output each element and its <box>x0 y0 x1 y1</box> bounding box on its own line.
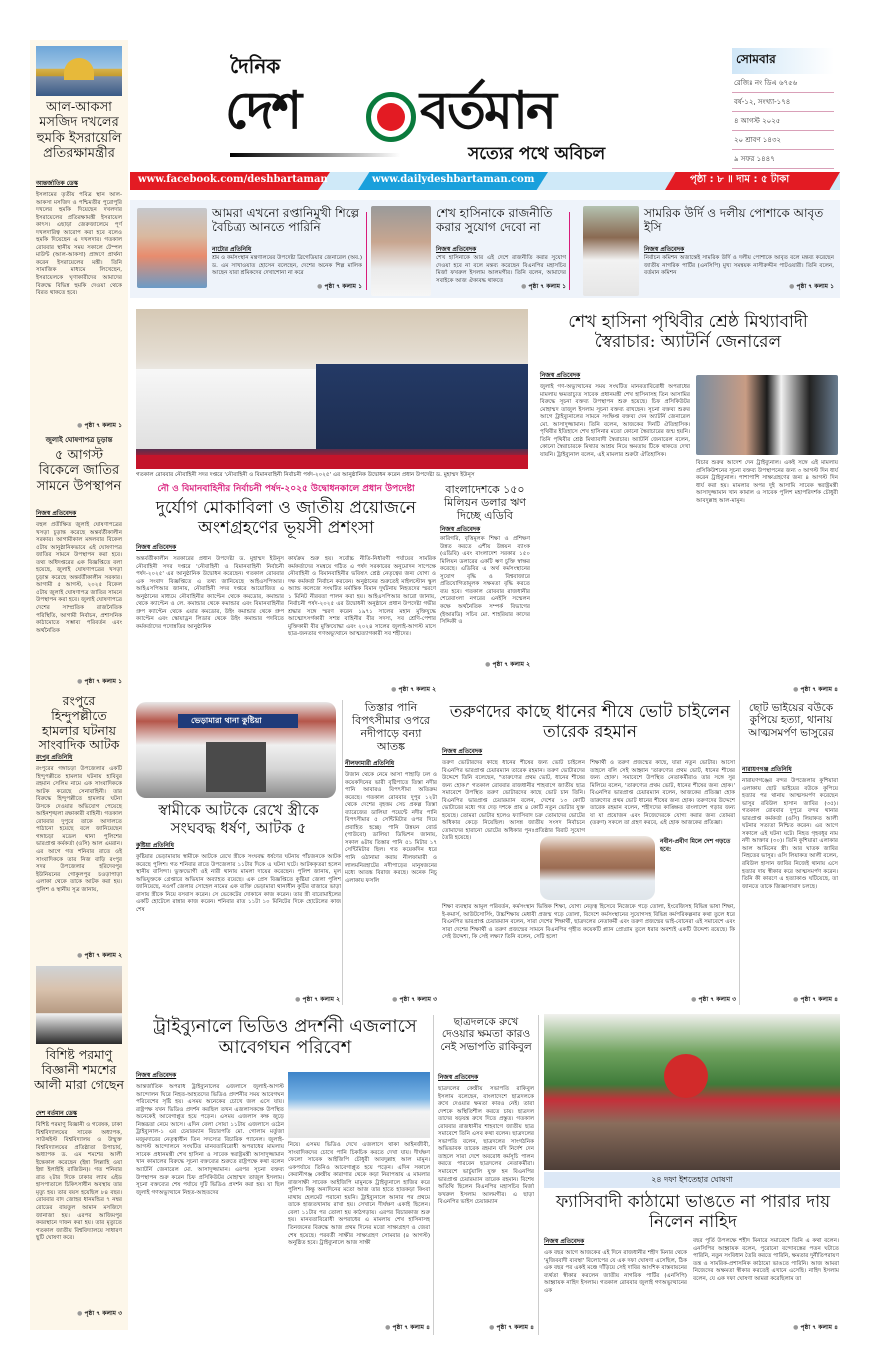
masthead-title-right: বর্তমান <box>420 80 555 141</box>
tarique-headline: তরুণদের কাছে ধানের শীষে ভোট চাইলেন তারেক রহমান <box>449 702 731 743</box>
sidebar-byline-3: রংপুর প্রতিনিধি <box>36 754 73 761</box>
hasina-body-2: বিচার শুরুর আদেশ দেন ট্রাইব্যুনাল। একই সঙ্গে এই মামলায় প্রসিকিউশনের সূচনা বক্তব্য উপস্থাপনের জন্য ৩ আগস্ট দিন ধার্য করেন ট্রাইব্যুনাল। পাশাপাশি সাক্ষ্যগ্রহণের জন্য ৪ আগস্ট দিন ধার্য করা হয়। মামলার অপর দুই আসামি সাবেক স্বরাষ্ট্রমন্ত্রী আসাদুজ্জামান খান কামাল ও সাবেক পুলিশ মহাপরিদর্শক চৌধুরী আবদুল্লাহ আল-মামুন। <box>696 460 838 504</box>
top-byline-1: নাটোর প্রতিনিধি <box>212 246 252 253</box>
website-link[interactable]: www.dailydeshbartaman.com <box>372 174 535 185</box>
teesta-body: উজান থেকে নেমে আসা পাহাড়ি ঢল ও কয়েকদিনের ভারী বৃষ্টিপাতে তিস্তা নদীর পানি আবারও বিপৎসীমা অতিক্রম করেছে। গতকাল রোববার দুপুর ১২টা থেকে দেশের বৃহত্তম সেচ প্রকল্প তিস্তা ব্যারেজের ডালিয়া পয়েন্টে নদীর পানি বিপৎসীমার ৫ সেন্টিমিটার ওপর দিয়ে প্রবাহিত হচ্ছে। পানি উন্নয়ন বোর্ড (পাউবো) ডালিয়া ডিভিশন জানায়, সকাল ৬টায় তিস্তার পানি ৫১ মিটার ১৭ সেন্টিমিটার ছিল। গত কয়েকদিন ধরে পানি ওঠানামা করায় নীলফামারী ও লালমনিরহাটের নদীপাড়ের মানুষজনের মধ্যে আতঙ্ক বিরাজ করছে। অনেক নিচু এলাকায় ফসলি <box>345 772 437 884</box>
top-cont-3[interactable]: ● পৃষ্ঠা ৭ কলাম ১ <box>760 283 834 290</box>
narayanganj-headline: ছোট ভাইয়ের বউকে কুপিয়ে হত্যা, থানায় আত্মসমর্পণ ভাসুরের <box>748 702 834 739</box>
lead-photo-caption: গতকাল রোববার নৌবাহিনী সদর দপ্তরে 'নৌবাহিনী ও বিমানবাহিনী নির্বাচনী পর্ষদ-২০২৫' এর আনুষ্ঠানিক উদ্বোধন করেন প্রধান উপদেষ্টা ড. মুহাম্মদ ইউনূস <box>136 472 475 478</box>
chhatradal-cont[interactable]: ● পৃষ্ঠা ৭ কলাম ৪ <box>455 1324 534 1331</box>
top-body-2: শেখ হাসিনাকে আর এই দেশে রাজনীতি করার সুযোগ দেওয়া হবে না বলে মন্তব্য করেছেন বিএনপির মহাসচিব মির্জা ফখরুল ইসলাম আলমগীর। তিনি বলেন, আমাদের সবাইকে আজ ঐক্যবদ্ধ থাকতে <box>436 255 566 284</box>
shamsher-ali-photo <box>36 966 122 1044</box>
adb-byline: নিজস্ব প্রতিবেদক <box>440 525 481 533</box>
registration-number: রেজিঃ নং ডিএ ৬৭৫৬ <box>732 74 834 93</box>
tarique-rahman-photo <box>540 836 655 900</box>
tarique-cont[interactable]: ● পৃষ্ঠা ৭ কলাম ৩ <box>650 996 736 1003</box>
chhatradal-byline: নিজস্ব প্রতিবেদক <box>438 1074 479 1081</box>
sidebar-body-1: ইসলামের তৃতীয় পবিত্র স্থান আল-আকসা মসজিদ ও পশ্চিমতীর পুরোপুরি দখলের হুমকি দিয়েছেন দখলদার ইসরায়েলের প্রতিরক্ষামন্ত্রী ইসরায়েল কাৎস। এছাড়া জেরুজালেমে পূর্ণ দখলদারিত্ব আরোপ করা হবে বলেও হুমকি দিয়েছেন এ দখলদার। গতকাল রোববার স্থানীয় সময় সকালে টেম্পল মাউন্ট (আল-আকসা) প্রাঙ্গণে প্রার্থনা করেন ইসরায়েলের মন্ত্রী। তিনি সামাজিক মাধ্যমে লিখেছেন, ইসরায়েলকে ঘৃণাকারীদের আমাদের বিরুদ্ধে বিভিন্ন হুমকি দেওয়া থেকে বিরত থাকতে হবে। <box>36 192 122 297</box>
teesta-headline: তিস্তার পানি বিপৎসীমার ওপরে নদীপাড়ে বন্যা আতঙ্ক <box>352 701 430 753</box>
adb-body: কারিগরি, বৃত্তিমূলক শিক্ষা ও প্রশিক্ষণ উন্নত করতে এশীয় উন্নয়ন ব্যাংক (এডিবি) এবং বাংলাদেশ সরকার ১৫০ মিলিয়ন ডলারের একটি ঋণ চুক্তি স্বাক্ষর করেছে। এডিবির এ অর্থ কর্মসংস্থানের সুযোগ বৃদ্ধি ও বিশ্ববাজারে প্রতিযোগিতামূলক সক্ষমতা বৃদ্ধি করতে ব্যয় হবে। গতকাল রোববার রাজধানীর শেরেবাংলা নগরের এনইসি সম্মেলন কক্ষে অর্থনৈতিক সম্পর্ক বিভাগের (ইআরডি) সচিব মো. শাহরিয়ার কাদের সিদ্দিকী ও <box>440 536 530 626</box>
narayanganj-byline: নারায়ণগঞ্জ প্রতিনিধি <box>742 766 792 773</box>
nahid-body-col1: এক বছর আগে আজকের এই দিনে রাজধানীর শহীদ মিনার থেকে 'মুজিববাদী ব্যবস্থা' বিলোপের যে এক দফা ঘোষণা এসেছিল, ঠিক এক বছর পর একই মঞ্চে দাঁড়িয়ে সেই দাবির আংশিক বাস্তবায়নের ব্যর্থতা স্বীকার করলেন জাতীয় নাগরিক পার্টির (এনসিপি) আহ্বায়ক নাহিদ ইসলাম। গতকাল রোববার জুলাই গণঅভ্যুত্থানের এক <box>544 1250 687 1294</box>
tribunal-body-col2: নিয়ে। এসময় ভিডিও দেখে এজলাসে থাকা আইনজীবী, সাংবাদিকদের চোখে পানি চিকচিক করতে দেখা যায়। দীর্ঘক্ষণ ফেলো সাবেক আইজিপি চৌধুরী আবদুল্লাহ আল মামুন। একপর্যায়ে তিনিও আবেগাপ্লুত হয়ে পড়েন। এদিন সকালে কেরানীগঞ্জ কেন্দ্রীয় কারাগার থেকে কড়া নিরাপত্তায় এ মামলার রাজসাক্ষী সাবেক আইজিপি মামুনকে ট্রাইব্যুনালে হাজির করে পুলিশ। কিন্তু অন্যদিনের মতো আজ তার হাতে হাতকড়া কিংবা মাথায় হেলমেট পরানো হয়নি। ট্রাইব্যুনালে আনার পর প্রথমে তাকে হাজতখানায় রাখা হয়। সেখানে দীর্ঘক্ষণ একাই ছিলেন। বেলা ১১টার পর তোলা হয় কাঠগড়ায়। এরপর বিচারকাজ শুরু হয়। মানবতাবিরোধী অপরাধের এ মামলায় শেখ হাসিনাসহ তিনজনের বিরুদ্ধে আজ প্রথম দিনের মতো সাক্ষ্যগ্রহণ ও জেরা শেষ হয়েছে। পরবর্তী সাক্ষীর সাক্ষ্যগ্রহণ সোমবার (৪ আগস্ট) অনুষ্ঠিত হবে। ট্রাইব্যুনালে আজ সাক্ষী <box>288 1142 430 1247</box>
kushtia-body: কুষ্টিয়ার ভেড়ামারায় স্বামীকে আটকে রেখে স্ত্রীকে সংঘবদ্ধ ধর্ষণের ঘটনায় পাঁচজনকে আটক করেছে পুলিশ। গত শনিবার রাতে উপজেলার ১১টার দিকে এ ঘটনা ঘটে। আটককৃতরা হলেন স্থানীয় বাসিন্দা। ভুক্তভোগী ওই নারী থানায় মামলা দায়ের করেছেন। পুলিশ জানায়, মূল অভিযুক্তকে গ্রেপ্তারে অভিযান অব্যাহত রয়েছে। এক প্রেস বিজ্ঞপ্তিতে কুষ্টিয়া জেলা পুলিশ জানিয়েছে, নওগাঁ জেলার সোহেল নামের এক ব্যক্তি ভেড়ামারা থানাধীন কুটির বাজারে ভাড়া বাসায় স্ত্রীকে নিয়ে বসবাস করেন। সে ভেকেটের দোকানে কাজ করেন। তার স্ত্রী বারোমাইলের একটি হোটেলে রান্নার কাজ করেন। শনিবার রাত ১১টা ১০ মিনিটের দিকে হোটেলের কাজ শেষ <box>136 854 341 913</box>
attorney-general-photo <box>696 375 838 455</box>
sidebar-kicker-2: জুলাই ঘোষণাপত্র চূড়ান্ত <box>45 436 113 444</box>
lead-group-photo <box>136 309 528 469</box>
narayanganj-body: নারায়ণগঞ্জের বন্দর উপজেলার কুশিয়ারা এলাকায় ছোট ভাইয়ের বউকে কুপিয়ে হত্যার পর থানায় আত্মসমর্পণ করেছেন ভাসুর রবিউল হাসান জাবির (৩৫)। গতকাল রোববার দুপুরে বন্দর থানার ভারপ্রাপ্ত কর্মকর্তা (ওসি) লিয়াকত আলী ঘটনার সত্যতা নিশ্চিত করেন। এর আগে সকালে এই ঘটনা ঘটে। নিহত গৃহবধূর নাম নদী আক্তার (৩০)। তিনি কুশিয়ারা এলাকার আল আমিনের স্ত্রী। আর ঘাতক জাবির নিহতের ভাসুর। ওসি লিয়াকত আলী বলেন, রবিউল হাসান জাবির নিজেই থানায় এসে হত্যার দায় স্বীকার করে আত্মসমর্পণ করেন। তিনি কী কারণে এ হত্যাকাণ্ড ঘটিয়েছে, তা জানতে তাকে জিজ্ঞাসাবাদ চলছে। <box>742 778 839 890</box>
sidebar-body-3: রংপুরের গঙ্গাচড়া উপজেলার একটি হিন্দুপল্লীতে হামলার ঘটনায় হাবিবুর রহমান সেলিম নামে এক সাংবাদিককে আটক করেছে সেনাবাহিনী। তার বিরুদ্ধে হিন্দুপল্লীতে হামলার ঘটনা উসকে দেওয়ার অভিযোগ পেয়েছে আইনশৃঙ্খলা রক্ষাকারী বাহিনী। গতকাল রোববার দুপুরে তাকে আদালতে পাঠানো হয়েছে বলে জানিয়েছেন গঙ্গাচড়া মডেল থানা পুলিশের ভারপ্রাপ্ত কর্মকর্তা (ওসি) আল এমরান। এর আগে গত শনিবার রাতে ওই সাংবাদিককে তার নিজ বাড়ি রংপুর সদর উপজেলার হরিদেবপুর ইউনিয়নের গোকুলপুর চওড়াপাড়া এলাকা থেকে তাকে আটক করা হয়। পুলিশ ও স্থানীয় সূত্র জানায়, <box>36 766 122 893</box>
sidebar-byline-2: নিজস্ব প্রতিবেদক <box>36 510 77 517</box>
nahid-cont[interactable]: ● পৃষ্ঠা ৭ কলাম ৪ <box>760 1324 838 1331</box>
issue-number: বর্ষ-১২, সংখ্যা-১৭৪ <box>732 93 834 112</box>
sakhawat-photo <box>137 208 207 288</box>
chhatradal-headline: ছাত্রদলকে রুখে দেওয়ার ক্ষমতা কারও নেই সভাপতি রাকিবুল <box>440 1016 532 1053</box>
tarique-subhead: নবীন-প্রবীণ মিলে দেশ গড়তে হবে: <box>660 838 731 853</box>
date-gregorian: ৪ আগস্ট ২০২৫ <box>732 112 834 131</box>
top-byline-2: নিজস্ব প্রতিবেদক <box>436 246 477 253</box>
kushtia-cont[interactable]: ● পৃষ্ঠা ৭ কলাম ২ <box>260 996 340 1003</box>
sidebar-cont-4[interactable]: ● পৃষ্ঠা ৭ কলাম ৩ <box>36 1310 122 1317</box>
sidebar-body-4: বিশিষ্ট পরমাণু বিজ্ঞানী ও গবেষক, ঢাকা বিশ্ববিদ্যালয়ের সাবেক অধ্যাপক, সাউথইস্ট বিশ্ববিদ্যালয় ও উন্মুক্ত বিশ্ববিদ্যালয়ের প্রতিষ্ঠাতা উপাচার্য, অধ্যাপক ড. এম শমশের আলী ইন্তেকাল করেছেন (ইন্না লিল্লাহি ওয়া ইন্না ইলাইহি রাজিউন)। গত শনিবার রাত ২টার দিকে ঢাকার ল্যাব এইড হাসপাতালে চিকিৎসাধীন অবস্থায় তার মৃত্যু হয়। তার বয়স হয়েছিল ৮৪ বছর। রোববার বাদ জোহর ধানমন্ডির ৭ নম্বর রোডের বায়তুল আমান মসজিদে জানাজা হয়। এরপর আজিমপুর কবরস্থানে দাফন করা হয়। তার মৃত্যুতে গতকাল জাতীয় বিশ্ববিদ্যালয়ে সাধারণ ছুটি ঘোষণা করে। <box>36 1122 122 1242</box>
adb-cont[interactable]: ● পৃষ্ঠা ৭ কলাম ২ <box>440 661 530 668</box>
al-aqsa-photo <box>36 46 122 96</box>
lead-headline: দুর্যোগ মোকাবিলা ও জাতীয় প্রয়োজনে অংশগ্রহণের ভূয়সী প্রশংসা <box>155 498 417 539</box>
masthead-prefix: দৈনিক <box>230 54 281 78</box>
top-headline-1: আমরা এখনো রপ্তানিমুখী শিল্পে বৈচিত্র্য আনতে পারিনি <box>212 206 360 235</box>
column-divider <box>538 1015 539 1335</box>
lead-byline: নিজস্ব প্রতিবেদক <box>136 544 177 551</box>
issue-info <box>732 48 834 169</box>
top-cont-2[interactable]: ● পৃষ্ঠা ৭ কলাম ১ <box>494 283 566 290</box>
kushtia-headline: স্বামীকে আটকে রেখে স্ত্রীকে সংঘবদ্ধ ধর্ষণ, আটক ৫ <box>158 801 319 837</box>
chhatradal-body: ছাত্রদলের কেন্দ্রীয় সভাপতি রাকিবুল ইসলাম বলেছেন, বাংলাদেশে ছাত্রদলকে রুখে দেওয়ার ক্ষমতা কারও নেই। তারা দেশকে অস্থিতিশীল করতে চায়। ছাত্রদল তাদের ষড়যন্ত্র রুখে দিতে প্রস্তুত। গতকাল রোববার রাজধানীর শাহবাগে জাতীয় ছাত্র সমাবেশে তিনি এসব কথা বলেন। ছাত্রদলের সভাপতি বলেন, ছাত্রদলের সাংগঠনিক অভিভাবক তারেক রহমান যদি নির্দেশ দেন তাহলে সারা দেশে অবরোধ কর্মসূচি পালন করতে পারবেন ছাত্রদলের নেতাকর্মীরা। সমাবেশে ভার্চুয়ালি যুক্ত হন বিএনপির ভারপ্রাপ্ত চেয়ারম্যান তারেক রহমান। বিশেষ অতিথি ছিলেন বিএনপির মহাসচিব মির্জা ফখরুল ইসলাম আলমগীর। এ ছাড়া বিএনপির ভাইস চেয়ারম্যান <box>438 1086 534 1206</box>
sidebar-headline-4: বিশিষ্ট পরমাণু বিজ্ঞানী শমশের আলী মারা গেছেন <box>34 1047 124 1092</box>
top-body-3: নির্বাচন কমিশন অজান্তেই সামরিক উর্দি ও দলীয় পোশাকে আবৃত বলে মন্তব্য করেছেন জাতীয় নাগরিক পার্টির (এনসিপি) মুখ্য সমন্বয়ক নাসীরুদ্দীন পাটওয়ারী। তিনি বলেন, বর্তমান কমিশন <box>644 255 834 277</box>
tribunal-body-col1: আন্তর্জাতিক অপরাধ ট্রাইব্যুনালের এজলাসে জুলাই-আগস্ট আন্দোলন ঘিরে নিহত-আহতদের ভিডিও প্রদর্শনীর সময় আবেগঘন পরিবেশের সৃষ্টি হয়। এসময় অনেকের চোখে জল এসে যায়। রাষ্ট্রপক্ষ যখন ভিডিও প্রদর্শন করছিল তখন এজলাসকক্ষে উপস্থিত অনেকেই আবেগাপ্লুত হয়ে পড়েন। এসময় এজলাস কক্ষ জুড়ে নিস্তব্ধতা নেমে আসে। এদিন বেলা সোয়া ১১টায় এজলাসে ওঠেন ট্রাইব্যুনাল-১ এর চেয়ারম্যান বিচারপতি মো. গোলাম মর্তুজা মজুমদারের নেতৃত্বাধীন তিন সদস্যের বিচারিক প্যানেল। জুলাই-আগস্ট আন্দোলনে সংঘটিত মানবতাবিরোধী অপরাধের মামলায় সাবেক প্রধানমন্ত্রী শেখ হাসিনা ও সাবেক স্বরাষ্ট্রমন্ত্রী আসাদুজ্জামান খান কামালের বিরুদ্ধে সূচনা বক্তব্যের শুরুতে রাষ্ট্রপক্ষে কথা বলেন অ্যাটর্নি জেনারেল মো. আসাদুজ্জামান। এরপর সূচনা বক্তব্য উপস্থাপন শুরু করেন চিফ প্রসিকিউটর মোহাম্মদ তাজুল ইসলাম। সূচনা বক্তব্যের শেষ পর্যায়ে দুটি ভিডিও প্রদর্শন করা হয়। যা ছিল জুলাই গণঅভ্যুত্থানে নিহত-আহতদের <box>136 1084 284 1196</box>
sidebar-headline-2: ৫ আগস্ট বিকেলে জাতির সামনে উপস্থাপন <box>36 448 122 494</box>
left-sidebar <box>30 40 128 1330</box>
sidebar-headline-1: আল-আকসা মসজিদ দখলের হুমকি ইসরায়েলি প্রতিরক্ষামন্ত্রীর <box>36 100 122 161</box>
masthead-title-left: দেশ <box>225 80 301 141</box>
nahid-photo-caption: ২৪ দফা ইশতেহার ঘোষণা <box>544 1172 840 1188</box>
date-bangla: ২০ শ্রাবণ ১৪৩২ <box>732 131 834 150</box>
tribunal-headline: ট্রাইব্যুনালে ভিডিও প্রদর্শনী এজলাসে আবেগঘন পরিবেশ <box>153 1016 417 1059</box>
nasiruddin-photo <box>583 206 639 296</box>
hasina-body: জুলাই গণ-অভ্যুত্থানের সময় সংঘটিত মানবতাবিরোধী অপরাধের মামলায় ক্ষমতাচ্যুত সাবেক প্রধানমন্ত্রী শেখ হাসিনাসহ তিন আসামির বিরুদ্ধে সূচনা বক্তব্য উপস্থাপন শুরু হয়েছে। চিফ প্রসিকিউটর মোহাম্মদ তাজুল ইসলাম সূচনা বক্তব্য রাখছেন। সূচনা বক্তব্য শুরুর আগে ট্রাইব্যুনালের সামনে সংক্ষিপ্ত বক্তব্য দেন অ্যাটর্নি জেনারেল মো. আসাদুজ্জামান। তিনি বলেন, আজকের দিনটি ঐতিহাসিক। পৃথিবীর ইতিহাসে শেখ হাসিনার মতো কোনো স্বৈরাচারের জন্ম হয়নি। তিনি পৃথিবীর শ্রেষ্ঠ মিথ্যাবাদী স্বৈরাচার। অ্যাটর্নি জেনারেল বলেন, কোনো স্বৈরাচারকে মিথ্যার আশ্রয় নিয়ে ক্ষমতায় টিকে থাকতে দেখা যায়নি। ট্রাইব্যুনাল বলেন, এই মামলার শুরুটা ঐতিহাসিক। <box>540 384 690 458</box>
bheramara-police-station-photo <box>136 702 336 798</box>
lead-kicker: নৌ ও বিমানবাহিনীর নির্বাচনী পর্ষদ-২০২৫ উদ্বোধনকালে প্রধান উপদেষ্টা <box>157 484 415 494</box>
divider <box>366 212 367 290</box>
facebook-link[interactable]: www.facebook.com/deshbartaman <box>138 174 328 185</box>
top-headline-2: শেখ হাসিনাকে রাজনীতি করার সুযোগ দেবো না <box>436 206 553 235</box>
sidebar-headline-3: রংপুরে হিন্দুপল্লীতে হামলার ঘটনায় সাংবাদিক আটক <box>38 693 120 753</box>
top-body-1: শ্রম ও কর্মসংস্থান মন্ত্রণালয়ের উপদেষ্টা ব্রিগেডিয়ার জেনারেল (অব.) ড. এম সাখাওয়াত হোসেন বলেছেন, দেশের অনেক শিল্প মালিক আছেন যারা শ্রমিকদের দেখাশোনা না করে <box>212 255 362 277</box>
sidebar-body-2: বহুল প্রতীক্ষিত জুলাই ঘোষণাপত্রের খসড়া চূড়ান্ত করেছে অন্তর্বর্তীকালীন সরকার। আগামীকাল মঙ্গলবার বিকেল ৫টায় আনুষ্ঠানিকভাবে এই ঘোষণাপত্র জাতির সামনে উপস্থাপন করা হবে। তথ্য অধিদপ্তরের এক বিজ্ঞপ্তিতে বলা হয়েছে, জুলাই ঘোষণাপত্রের খসড়া চূড়ান্ত করেছে অন্তর্বর্তীকালীন সরকার। আগামী ৫ আগস্ট, ২০২৫ বিকেল ৫টায় জুলাই ঘোষণাপত্র জাতির সামনে উপস্থাপন করা হবে। জুলাই ঘোষণাপত্রে দেশের সাম্প্রতিক রাজনৈতিক পরিস্থিতি, আগামী নির্বাচন, প্রশাসনিক কাঠামোতে সম্ভাব্য পরিবর্তন এবং অর্থনৈতিক <box>36 522 122 634</box>
sidebar-cont-2[interactable]: ● পৃষ্ঠা ৭ কলাম ১ <box>36 678 122 685</box>
nahid-byline: নিজস্ব প্রতিবেদক <box>544 1238 585 1245</box>
divider <box>569 212 570 290</box>
nahid-headline: ফ্যাসিবাদী কাঠামো ভাঙতে না পারার দায় নিলেন নাহিদ <box>555 1192 831 1233</box>
day-label: সোমবার <box>732 48 834 74</box>
tribunal-cont[interactable]: ● পৃষ্ঠা ৭ কলাম ৪ <box>350 1324 430 1331</box>
sidebar-byline-4: দেশ বর্তমান ডেস্ক <box>36 1110 77 1117</box>
adb-headline: বাংলাদেশকে ১৫০ মিলিয়ন ডলার ঋণ দিচ্ছে এডিবি <box>444 483 526 522</box>
sidebar-cont-1[interactable]: ● পৃষ্ঠা ৭ কলাম ১ <box>36 422 122 429</box>
teesta-cont[interactable]: ● পৃষ্ঠা ৭ কলাম ৩ <box>360 996 437 1003</box>
lead-body-col1: অন্তর্বর্তীকালীন সরকারের প্রধান উপদেষ্টা ড. মুহাম্মদ ইউনূস নৌবাহিনী সদর দপ্তরে 'নৌবাহিনী ও বিমানবাহিনী নির্বাচনী পর্ষদ-২০২৫' এর আনুষ্ঠানিক উদ্বোধন করেছেন। গতকাল রোববার এক সংবাদ বিজ্ঞপ্তিতে এ তথ্য জানিয়েছে আইএসপিআর। আইএসপিআর জানায়, নৌবাহিনী সদর দপ্তরে আয়োজিত এ অনুষ্ঠানের মাধ্যমে নৌবাহিনীর ক্যাপ্টেন থেকে কমডোর, কমান্ডার থেকে ক্যাপ্টেন ও লে. কমান্ডার থেকে কমান্ডার এবং বিমানবাহিনীর গ্রুপ ক্যাপ্টেন থেকে এয়ার কমডোর, উইং কমান্ডার থেকে গ্রুপ ক্যাপ্টেন এবং স্কোয়াড্রন লিডার থেকে উইং কমান্ডার পদবিতে কর্মকর্তাদের পদোন্নতির আনুষ্ঠানিক <box>136 556 284 630</box>
sidebar-cont-3[interactable]: ● পৃষ্ঠা ৭ কলাম ২ <box>36 952 122 959</box>
date-hijri: ৯ সফর ১৪৪৭ <box>732 150 834 169</box>
sidebar-byline-1: আন্তর্জাতিক ডেস্ক <box>36 180 78 187</box>
lead-body-col2: কার্যক্রম শুরু হয়। সর্বোচ্চ নীতি-নির্ধারণী পর্যায়ের সামরিক কর্মকর্তাদের সমন্বয়ে গঠিত এ পর্ষদ সরকারের অনুমোদন সাপেক্ষে নৌবাহিনী ও বিমানবাহিনীর ভবিষ্যৎ শ্রেষ্ঠ নেতৃত্বের জন্য যোগ্য ও দক্ষ কর্মকর্তা নির্বাচন করবেন। অনুষ্ঠানের শুরুতেই মাইলস্টোন স্কুল অ্যান্ড কলেজে সংঘটিত মর্মান্তিক বিমান দুর্ঘটনায় নিহতদের স্মরণে ১ মিনিট নীরবতা পালন করা হয়। আইএসপিআর আরো জানায়, নির্বাচনী পর্ষদ-২০২৫ এর উদ্বোধনী অনুষ্ঠানে প্রধান উপদেষ্টা গভীর শ্রদ্ধার সঙ্গে স্মরণ করেন ১৯৭১ সালের মহান মুক্তিযুদ্ধে আত্মোৎসর্গকারী সশস্ত্র বাহিনীর বীর সদস্য, সব শ্রেণি-পেশার মুক্তিকামী বীর মুক্তিযোদ্ধা এবং ২০২৪ সালের জুলাই-আগস্ট মাসে ছাত্র-জনতার গণঅভ্যুত্থানে আত্মত্যাগকারী সব শহীদের। <box>288 556 436 638</box>
top-headline-3: সামরিক উর্দি ও দলীয় পোশাকে আবৃত ইসি <box>644 206 824 235</box>
kushtia-byline: কুষ্টিয়া প্রতিনিধি <box>136 842 174 849</box>
top-cont-1[interactable]: ● পৃষ্ঠা ৭ কলাম ১ <box>290 283 362 290</box>
police-station-sign: ভেড়ামারা থানা কুষ্টিয়া <box>191 716 262 725</box>
bangladesh-map-logo <box>366 92 416 142</box>
teesta-byline: নীলফামারী প্রতিনিধি <box>345 760 395 767</box>
tribunal-byline: নিজস্ব প্রতিবেদক <box>136 1072 177 1079</box>
narayanganj-cont[interactable]: ● পৃষ্ঠা ৭ কলাম ৪ <box>760 996 838 1003</box>
adb-block <box>440 484 530 694</box>
lead-cont[interactable]: ● পৃষ্ঠা ৭ কলাম ২ <box>350 686 436 693</box>
column-divider <box>739 700 740 1005</box>
masthead <box>130 40 650 170</box>
masthead-tagline: সত্যের পথে অবিচল <box>468 144 606 164</box>
tarique-byline: নিজস্ব প্রতিবেদক <box>442 748 483 755</box>
hasina-byline: নিজস্ব প্রতিবেদক <box>540 372 581 379</box>
tarique-body-col3: শিক্ষা ব্যবস্থার আমূল পরিবর্তন, কর্মসংস্থান ভিত্তিক শিক্ষা, যোগ্য নেতৃত্ব হিসেবে নিজেকে গড়ে তোলা, ইংরেজিসহ বিভিন্ন ভাষা শিক্ষা, ই-কমার্স, আউটসোর্সিং, উচ্চশিক্ষায় মেধাবী প্রজন্ম গড়ে তোলা, বিদেশে কর্মসংস্থানের সুযোগসহ বিভিন্ন কর্মপরিকল্পনার কথা তুলে ধরে বিএনপির ভারপ্রাপ্ত চেয়ারম্যান বলেন, সারা দেশের শিক্ষার্থী, ছাত্রদলের নেতাকর্মী এবং তরুণ প্রজন্মের ভাই-বোনেরা এই সমাবেশে এবং সারা দেশের শিক্ষার্থী ও তরুণ প্রজন্মের সামনে বিএনপির গৃহীত কয়েকটি প্ল্যান প্রোগ্রাম তুলে ধরার অবশ্যই একটি উদ্দেশ্য রয়েছে। কি সেই উদ্দেশ্য, কি সেই লক্ষ্য? তিনি বলেন, সেটি হলো <box>442 904 735 941</box>
fakhrul-photo <box>371 206 431 296</box>
tribunal-building-photo <box>288 1072 430 1138</box>
top-byline-3: নিজস্ব প্রতিবেদক <box>644 246 685 253</box>
url-band <box>130 172 840 190</box>
column-divider <box>433 1015 434 1335</box>
column-divider <box>342 700 343 1005</box>
nahid-body-col2: বছর পূর্তি উপলক্ষে শহীদ মিনারে সমাবেশে তিনি এ কথা বলেন। এনসিপির আহ্বায়ক বলেন, পুরোনো বন্দোবস্তের পতন ঘটাতে পারিনি, নতুন সংবিধান তৈরি করতে পারিনি, ক্ষমতার দুর্নীতিপরায়ণ তন্ত্র ও সামরিক-প্রশাসনিক কাঠামো ভাঙতে পারিনি। আজ আমরা নিজেদের অক্ষমতা স্বীকার করতেই এখানে এসেছি। নাহিদ ইসলাম বলেন, যে এক দফা ঘোষণা আমরা করেছিলাম তা <box>693 1238 839 1282</box>
hasina-headline: শেখ হাসিনা পৃথিবীর শ্রেষ্ঠ মিথ্যাবাদী স্বৈরাচার: অ্যাটর্নি জেনারেল <box>568 312 808 353</box>
masthead-underline <box>230 153 400 157</box>
hasina-cont[interactable]: ● পৃষ্ঠা ৭ কলাম ৪ <box>760 686 838 693</box>
shaheed-minar-rally-photo <box>544 1014 840 1170</box>
tarique-body-col1: তরুণ ভোটারদের কাছে ধানের শীষের জন্য ভোট চাইলেন বিএনপির ভারপ্রাপ্ত চেয়ারম্যান তারেক রহমান। তরুণ ভোটারদের উদ্দেশে তিনি বলেছেন, "তারুণ্যের প্রথম ভোট, ধানের শীষের জন্য হোক।" গতকাল রোববার রাজধানীর শাহবাগে জাতীয় ছাত্র সমাবেশে উপস্থিত তরুণ ভোটারদের কাছে ভোট চান তিনি। বিএনপির ভারপ্রাপ্ত চেয়ারম্যান বলেন, দেশের ১৩ কোটি ভোটারের মধ্যে গত দেড় দশকে প্রায় ৪ কোটি নতুন ভোটার যুক্ত হয়েছে। তোমরা ভোটার হলেও ফ্যাসিবাদ চক্র তোমাদের ভোটের অধিকার কেড়ে নিয়েছিল। আসন্ন জাতীয় সংসদ নির্বাচনে তোমাদের হারানো ভোটের অধিকার পুনঃপ্রতিষ্ঠার বিরাট সুযোগ তৈরি হয়েছে। <box>442 760 585 842</box>
tarique-body-col2: শিক্ষার্থী ও তরুণ প্রজন্মের কাছে, যারা নতুন ভোটার। আসো তাহলে বলি সেই আহ্বান 'তারুণ্যের প্রথম ভোট, ধানের শীষের জন্য হোক'। সমাবেশে উপস্থিত নেতাকর্মীরাও তার সঙ্গে সুর মিলিয়ে বলেন, 'তারুণ্যের প্রথম ভোট, ধানের শীষের জন্য হোক।' বিএনপির ভারপ্রাপ্ত চেয়ারম্যান বলেন, আজকের প্রতিজ্ঞা হোক তারুণ্যের প্রথম ভোট ধানের শীষের জন্য হোক। তরুণদের উদ্দেশে তারেক রহমান বলেন, শহীদদের কাঙ্ক্ষিত বাংলাদেশ গড়ার জন্য যা যা প্রয়োজন এবং নিজেদেরকে যোগ্য করার জন্য তোমরা (তরুণ) সকলে তা গ্রহণ করবে, এই হোক আজকের প্রতিজ্ঞা। <box>590 760 735 827</box>
page-price: পৃষ্ঠা : ৮ ॥ দাম : ৫ টাকা <box>690 174 790 185</box>
